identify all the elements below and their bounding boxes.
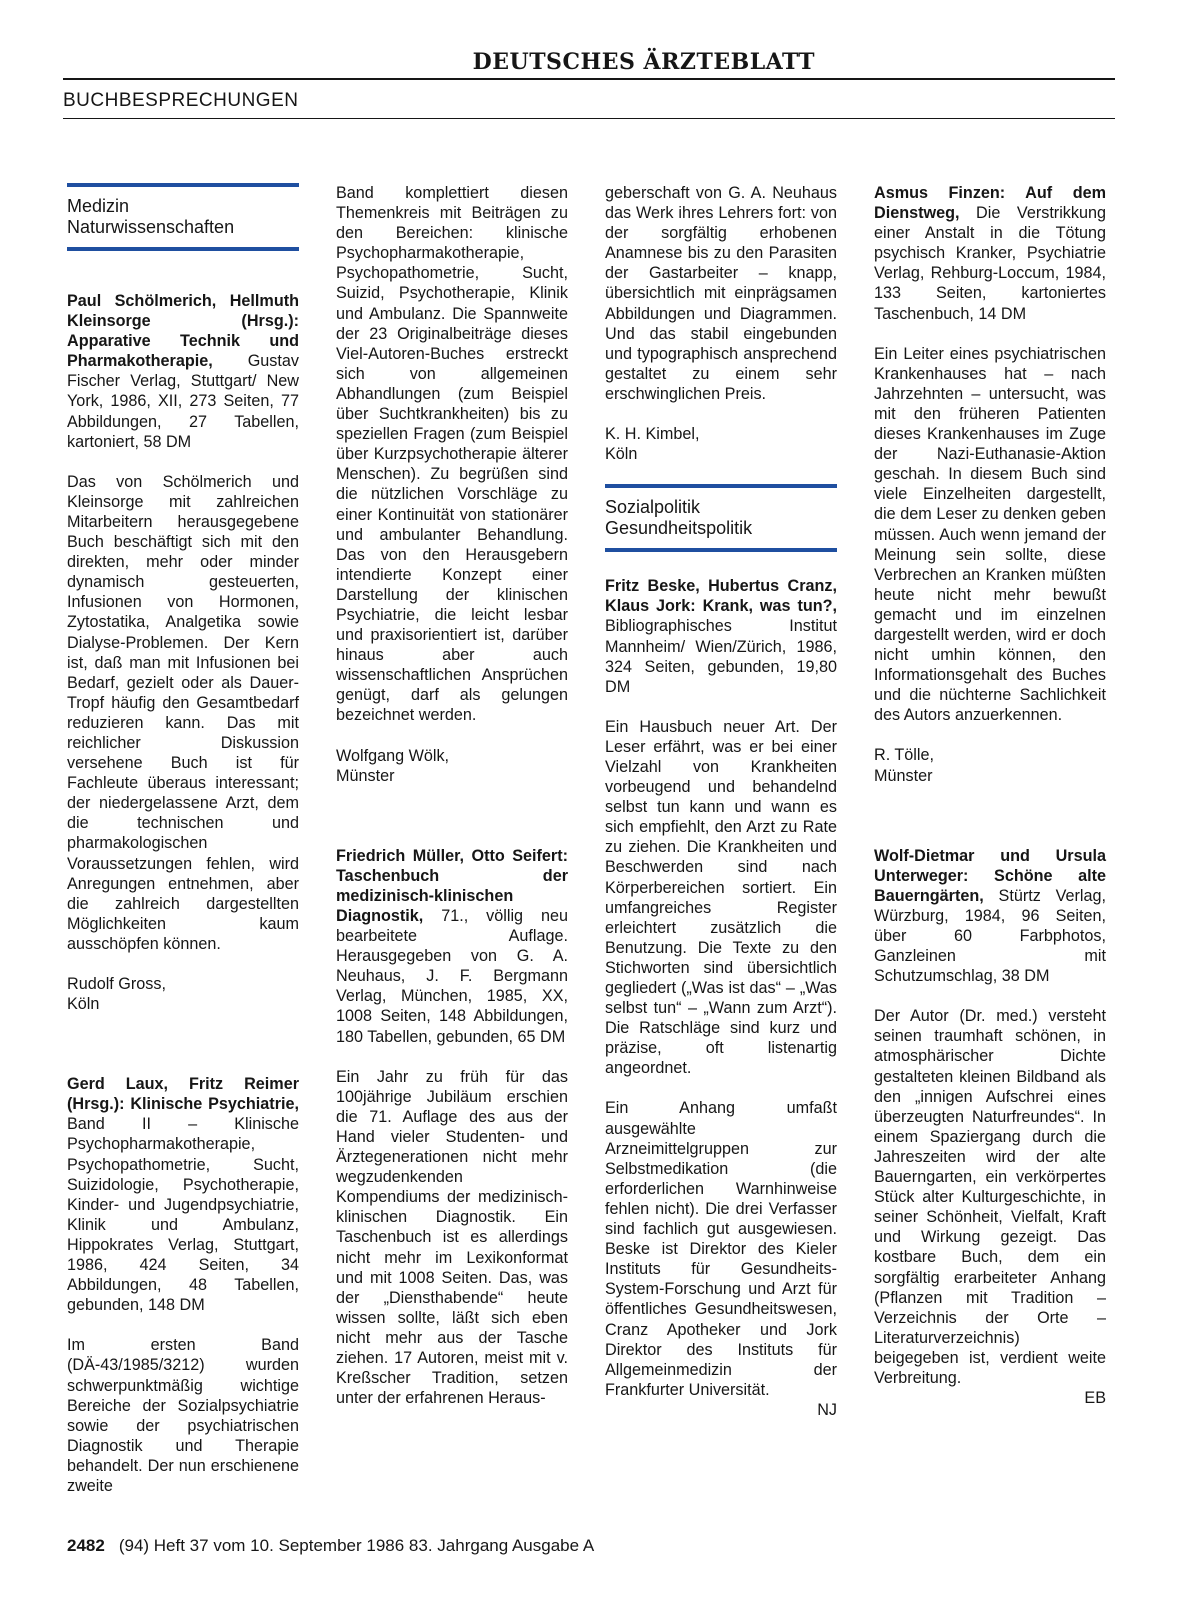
- review-5-authors-title: Asmus Finzen: Auf dem Dienstweg,: [874, 184, 1106, 223]
- review-2-city: Münster: [336, 766, 395, 785]
- column-4: [874, 183, 1106, 1408]
- category-line-1: Medizin: [67, 196, 130, 216]
- review-3-reviewer: K. H. Kimbel,: [605, 425, 700, 444]
- review-1-citation: [67, 291, 299, 452]
- review-2-text-part-2: Band komplettiert diesen Themenkreis mit Beiträgen zu den Bereichen: klinische Psychopharmakotherapie, Psychopathometrie, Sucht, Suizid, Psychotherapie, Klinik und Ambulanz. Die Spannweite der 23 Originalbeiträge dieses Viel-Autoren-Buches erstreckt sich von allgemeinen Abhandlungen (zum Beispiel über Suchtkrankheiten) bis zu speziellen Fragen (zum Beispiel über Kurzpsychotherapie älterer Menschen). Zu begrüßen sind die nützlichen Vorschläge zu einer Kontinuität von stationärer und ambulanter Behandlung. Das von den Herausgebern intendierte Konzept einer Darstellung der klinischen Psychiatrie, die leicht lesbar und praxisorientiert ist, darüber hinaus aber auch wissenschaftlichen Ansprüchen genügt, darf als gelungen bezeichnet werden.: [336, 184, 568, 725]
- review-2-publication: Band II – Klinische Psychopharmakotherapie, Psychopathometrie, Sucht, Suizidologie, Psychotherapie, Kinder- und Jugendpsychiatrie, Klinik und Ambulanz, Hippokrates Verlag, Stuttgart, 1986, 424 Seiten, 34 Abbildungen, 48 Tabellen, gebunden, 148 DM: [67, 1115, 299, 1315]
- review-6-text: Der Autor (Dr. med.) versteht seinen traumhaft schönen, in atmosphärischer Dichte gestalteten kleinen Bildband als den „innigen Aufschrei eines überzeugten Naturfreundes“. In einem Spaziergang durch die Jahreszeiten wird der alte Bauerngarten, ein verkörpertes Stück alter Kulturgeschichte, in seiner Schönheit, Vielfalt, Kraft und Wirkung gezeigt. Das kostbare Buch, dem ein sorgfältig erarbeiteter Anhang (Pflanzen mit Tradition – Verzeichnis der Orte – Literaturverzeichnis) beigegeben ist, verdient weite Verbreitung.: [874, 1007, 1106, 1387]
- review-4-signature-line: [605, 1400, 837, 1420]
- review-2-text-part-1: Im ersten Band (DÄ-43/1985/3212) wurden schwerpunktmäßig wichtige Bereiche der Sozialpsychiatrie sowie der psychiatrischen Diagnostik und Therapie behandelt. Der nun erschienene zweite: [67, 1336, 299, 1495]
- category-box-sozialpolitik: [605, 484, 837, 552]
- review-3-text-part-1: Ein Jahr zu früh für das 100jährige Jubiläum erschien die 71. Auflage des aus der Hand vieler Studenten- und Ärztegenerationen nicht mehr wegzudenkenden Kompendiums der medizinisch-klinischen Diagnostik. Ein Taschenbuch ist es allerdings nicht mehr im Lexikonformat und mit 1008 Seiten. Das, was der „Diensthabende“ heute wissen sollte, läßt sich eben nicht mehr aus der Tasche ziehen. 17 Autoren, meist mit v. Kreßscher Tradition, setzen unter der erfahrenen Heraus-: [336, 1067, 568, 1408]
- category-line-2: Naturwissenschaften: [67, 217, 235, 237]
- review-1-signature: [67, 974, 299, 1014]
- review-2-signature: [336, 746, 568, 786]
- review-4-signature: NJ: [817, 1400, 837, 1419]
- masthead-title: DEUTSCHES ÄRZTEBLATT: [472, 49, 815, 75]
- review-1-reviewer: Rudolf Gross,: [67, 975, 166, 993]
- masthead: [63, 48, 1115, 80]
- category-line-1: Sozialpolitik: [605, 497, 701, 518]
- review-4-text-1: Ein Hausbuch neuer Art. Der Leser erfährt, was er bei einer Vielzahl von Krankheiten vorbeugend und behandelnd selbst tun kann und wann es sich empfiehlt, den Arzt zu Rate zu ziehen. Die Krankheiten und Beschwerden sind nach Körperbereichen sortiert. Ein umfangreiches Register erleichtert zusätzlich die Benutzung. Die Texte zu den Stichworten sind übersichtlich gegliedert („Was ist das“ – „Was selbst tun“ – „Wann zum Arzt“). Die Ratschläge sind kurz und präzise, oft listenartig angeordnet.: [605, 717, 837, 1078]
- review-6-citation: [874, 846, 1106, 987]
- page-footer: [67, 1536, 594, 1556]
- column-2: [336, 183, 568, 1428]
- review-5-text: Ein Leiter eines psychiatrischen Krankenhauses hat – nach Jahrzehnten – untersucht, was mit den früheren Patienten dieses Krankenhauses im Zuge der Nazi-Euthanasie-Aktion geschah. In diesem Buch sind viele Einzelheiten dargestellt, die dem Leser zu denken geben müssen. Auch wenn jemand der Meinung sein sollte, diese Verbrechen an Kranken müßten heute nicht mehr bewußt gemacht und im einzelnen dargestellt werden, wird er doch nicht umhin können, den Informationsgehalt des Buches und die nüchterne Sachlichkeit des Autors anzuerkennen.: [874, 344, 1106, 725]
- review-5-publication: Die Verstrikkung einer Anstalt in die Tötung psychisch Kranker, Psychiatrie Verlag, Rehburg-Loccum, 1984, 133 Seiten, kartoniertes Taschenbuch, 14 DM: [874, 204, 1106, 323]
- review-3-text-part-2: geberschaft von G. A. Neuhaus das Werk ihres Lehrers fort: von der sorgfältig erhobenen Anamnese bis zu den Parasiten der Gastarbeiter – knapp, übersichtlich mit einprägsamen Abbildungen und Diagrammen. Und das stabil eingebunden und typographisch ansprechend gestaltet zu einem sehr erschwinglichen Preis.: [605, 184, 837, 403]
- review-4-citation: [605, 576, 837, 697]
- review-6-publication: Stürtz Verlag, Würzburg, 1984, 96 Seiten, über 60 Farbphotos, Ganzleinen mit Schutzumschlag, 38 DM: [874, 886, 1106, 986]
- review-3-city: Köln: [605, 445, 638, 464]
- review-6-signature-line: [874, 1388, 1106, 1408]
- review-2-citation: [67, 1074, 299, 1315]
- review-3-citation: [336, 846, 568, 1047]
- review-1-authors-title: Paul Schölmerich, Hellmuth Kleinsorge (Hrsg.): Apparative Technik und Pharmakotherapie,: [67, 292, 299, 371]
- review-4-text-2: Ein Anhang umfaßt ausgewählte Arzneimittelgruppen zur Selbstmedikation (die erforderlichen Warnhinweise fehlen nicht). Die drei Verfasser sind fachlich gut ausgewiesen. Beske ist Direktor des Kieler Instituts für Gesundheits-System-Forschung und Arzt für öffentliches Gesundheitswesen, Cranz Apotheker und Jork Direktor des Instituts für Allgemeinmedizin der Frankfurter Universität.: [605, 1099, 837, 1399]
- review-3-signature: [605, 424, 837, 464]
- column-3: [605, 183, 837, 1420]
- review-2-authors-title: Gerd Laux, Fritz Reimer (Hrsg.): Klinische Psychiatrie,: [67, 1075, 299, 1114]
- section-heading: BUCHBESPRECHUNGEN: [63, 90, 1115, 119]
- review-5-citation: [874, 183, 1106, 324]
- review-1-publication: Gustav Fischer Verlag, Stuttgart/ New York, 1986, XII, 273 Seiten, 77 Abbildungen, 27 Tabellen, kartoniert, 58 DM: [67, 352, 299, 451]
- category-box-medizin: [67, 183, 299, 251]
- page-number: 2482: [67, 1536, 105, 1555]
- category-line-2: Gesundheitspolitik: [605, 518, 753, 539]
- review-5-signature: [874, 745, 1106, 785]
- review-1-city: Köln: [67, 995, 100, 1014]
- review-1-text: Das von Schölmerich und Kleinsorge mit zahlreichen Mitarbeitern herausgegebene Buch beschäftigt sich mit den direkten, mehr oder minder dynamisch gesteuerten, Infusionen von Hormonen, Zytostatika, Analgetika sowie Dialyse-Problemen. Der Kern ist, daß man mit Infusionen bei Bedarf, gezielt oder als Dauer-Tropf häufig den Gesamtbedarf reduzieren kann. Das mit reichlicher Diskussion versehene Buch ist für Fachleute überaus interessant; der niedergelassene Arzt, dem die technischen und pharmakologischen Voraussetzungen fehlen, wird Anregungen entnehmen, aber die zahlreich dargestellten Möglichkeiten kaum ausschöpfen können.: [67, 472, 299, 953]
- review-2-reviewer: Wolfgang Wölk,: [336, 746, 450, 765]
- review-5-city: Münster: [874, 766, 933, 785]
- issue-info: (94) Heft 37 vom 10. September 1986 83. Jahrgang Ausgabe A: [118, 1536, 595, 1555]
- review-6-authors-title: Wolf-Dietmar und Ursula Unterweger: Schöne alte Bauerngärten,: [874, 846, 1106, 905]
- review-3-authors-title: Friedrich Müller, Otto Seifert: Taschenbuch der medizinisch-klinischen Diagnostik,: [336, 846, 568, 925]
- review-6-signature: EB: [1084, 1389, 1106, 1408]
- review-5-reviewer: R. Tölle,: [874, 746, 934, 765]
- review-3-publication: 71., völlig neu bearbeitete Auflage. Herausgegeben von G. A. Neuhaus, J. F. Bergmann Verlag, München, 1985, XX, 1008 Seiten, 148 Abbildungen, 180 Tabellen, gebunden, 65 DM: [336, 907, 568, 1046]
- review-4-authors-title: Fritz Beske, Hubertus Cranz, Klaus Jork: Krank, was tun?,: [605, 577, 837, 616]
- column-1: [67, 183, 299, 1516]
- review-4-publication: Bibliographisches Institut Mannheim/ Wien/Zürich, 1986, 324 Seiten, gebunden, 19,80 DM: [605, 617, 837, 696]
